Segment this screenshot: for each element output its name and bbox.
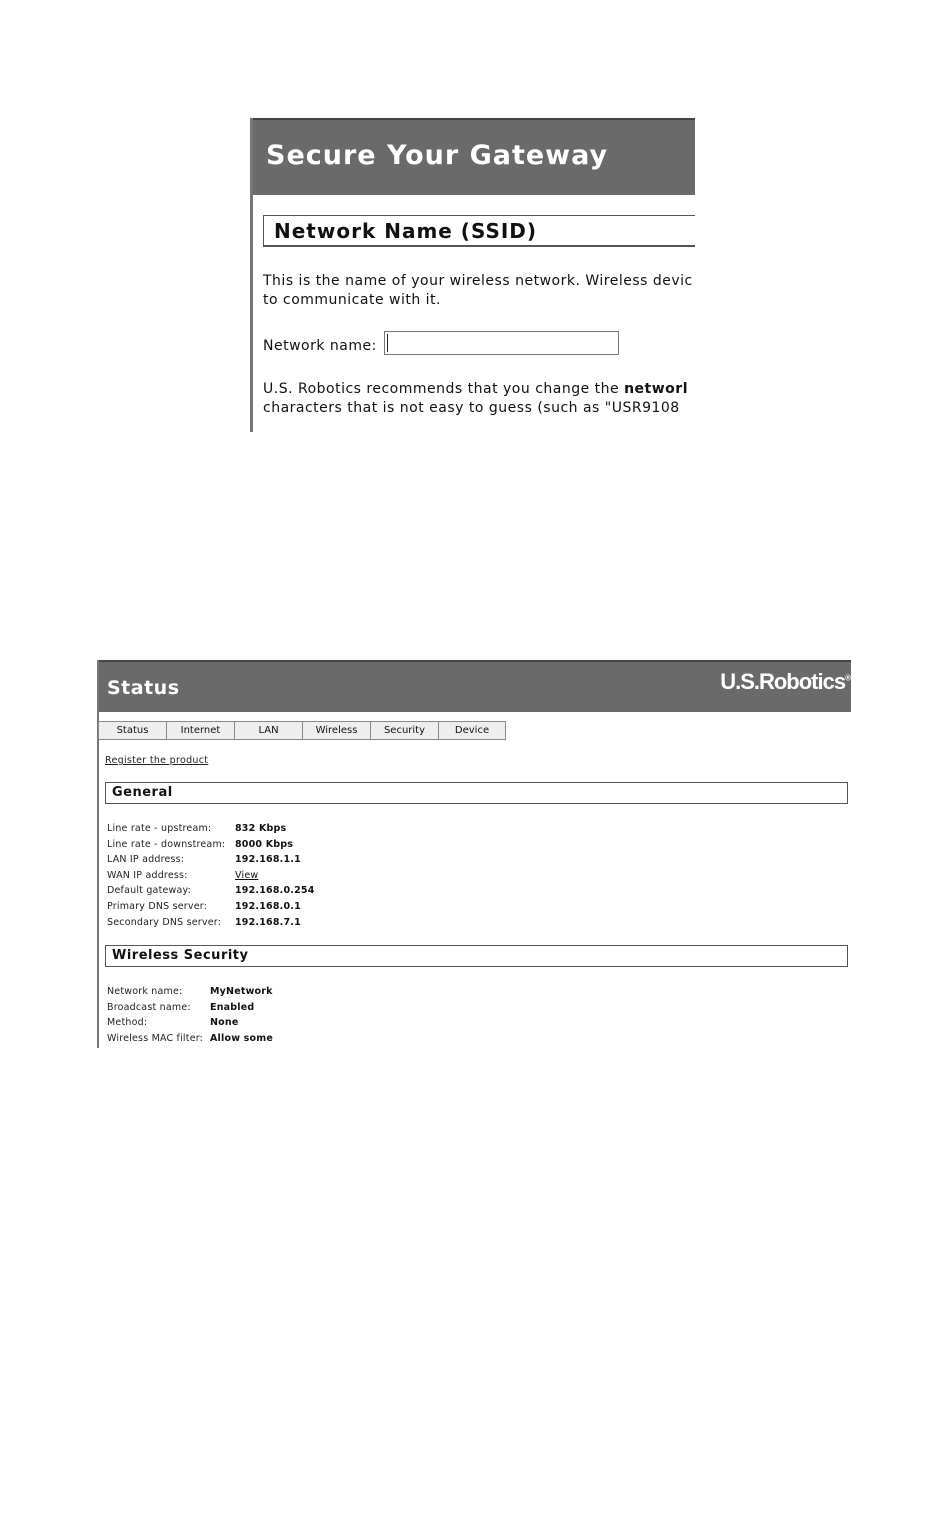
- ssid-description: [263, 272, 695, 310]
- info-label: Wireless MAC filter:: [107, 1032, 204, 1044]
- tab-wireless[interactable]: Wireless: [302, 721, 370, 740]
- info-value: Enabled: [210, 1001, 255, 1013]
- network-name-label: Network name:: [263, 338, 377, 354]
- info-label: Line rate - upstream:: [107, 823, 212, 834]
- registered-mark: ®: [845, 673, 851, 683]
- info-value: 192.168.0.254: [235, 885, 315, 897]
- tab-security[interactable]: Security: [370, 721, 438, 740]
- info-label: Line rate - downstream:: [107, 838, 226, 850]
- page-header: [253, 118, 695, 195]
- status-screenshot: [97, 660, 851, 1048]
- info-value: MyNetwork: [210, 986, 273, 997]
- info-label: Secondary DNS server:: [107, 916, 222, 928]
- info-label: Network name:: [107, 986, 183, 997]
- recommendation-text: [263, 380, 695, 418]
- info-value: 192.168.0.1: [235, 900, 301, 912]
- network-name-input[interactable]: [384, 331, 619, 355]
- tab-status[interactable]: Status: [98, 721, 166, 740]
- page-header: [99, 660, 851, 712]
- info-value: Allow some: [210, 1032, 273, 1044]
- info-label: Primary DNS server:: [107, 900, 208, 912]
- logo-text: U.S.Robotics: [720, 669, 846, 694]
- window-left-border: [97, 660, 99, 1048]
- recommendation-line-2: characters that is not easy to guess (such as "USR9108: [263, 400, 680, 416]
- section-header-wireless-security: [105, 945, 848, 967]
- info-label: LAN IP address:: [107, 854, 185, 866]
- description-line-2: to communicate with it.: [263, 292, 441, 308]
- text-cursor: [387, 334, 388, 352]
- page-title: Secure Your Gateway: [266, 140, 609, 171]
- recommendation-line-1: [263, 380, 695, 399]
- info-value: 8000 Kbps: [235, 838, 294, 850]
- section-title: Network Name (SSID): [274, 219, 538, 243]
- info-label: Method:: [107, 1017, 148, 1029]
- info-value: 192.168.7.1: [235, 916, 301, 928]
- tab-device[interactable]: Device: [438, 721, 506, 740]
- info-label: WAN IP address:: [107, 869, 188, 881]
- section-title: General: [112, 785, 173, 800]
- section-title: Wireless Security: [112, 948, 249, 963]
- view-wan-ip-link[interactable]: View: [235, 869, 259, 881]
- recommendation-prefix: U.S. Robotics recommends that you change the: [263, 381, 625, 397]
- tab-internet[interactable]: Internet: [166, 721, 234, 740]
- register-product-link[interactable]: Register the product: [105, 755, 209, 766]
- section-header-ssid: [263, 215, 695, 247]
- description-line-1: This is the name of your wireless network. Wireless devic: [263, 273, 693, 289]
- usrobotics-logo: [720, 669, 851, 695]
- nav-tabs: [98, 721, 506, 740]
- info-value: None: [210, 1017, 239, 1029]
- tab-lan[interactable]: LAN: [234, 721, 302, 740]
- section-header-general: [105, 782, 848, 804]
- info-label: Default gateway:: [107, 885, 192, 897]
- info-value: 192.168.1.1: [235, 854, 301, 866]
- secure-gateway-screenshot: [250, 118, 695, 432]
- info-value: 832 Kbps: [235, 823, 287, 834]
- page-title: Status: [107, 677, 180, 699]
- info-label: Broadcast name:: [107, 1001, 191, 1013]
- recommendation-bold: networl: [624, 381, 689, 397]
